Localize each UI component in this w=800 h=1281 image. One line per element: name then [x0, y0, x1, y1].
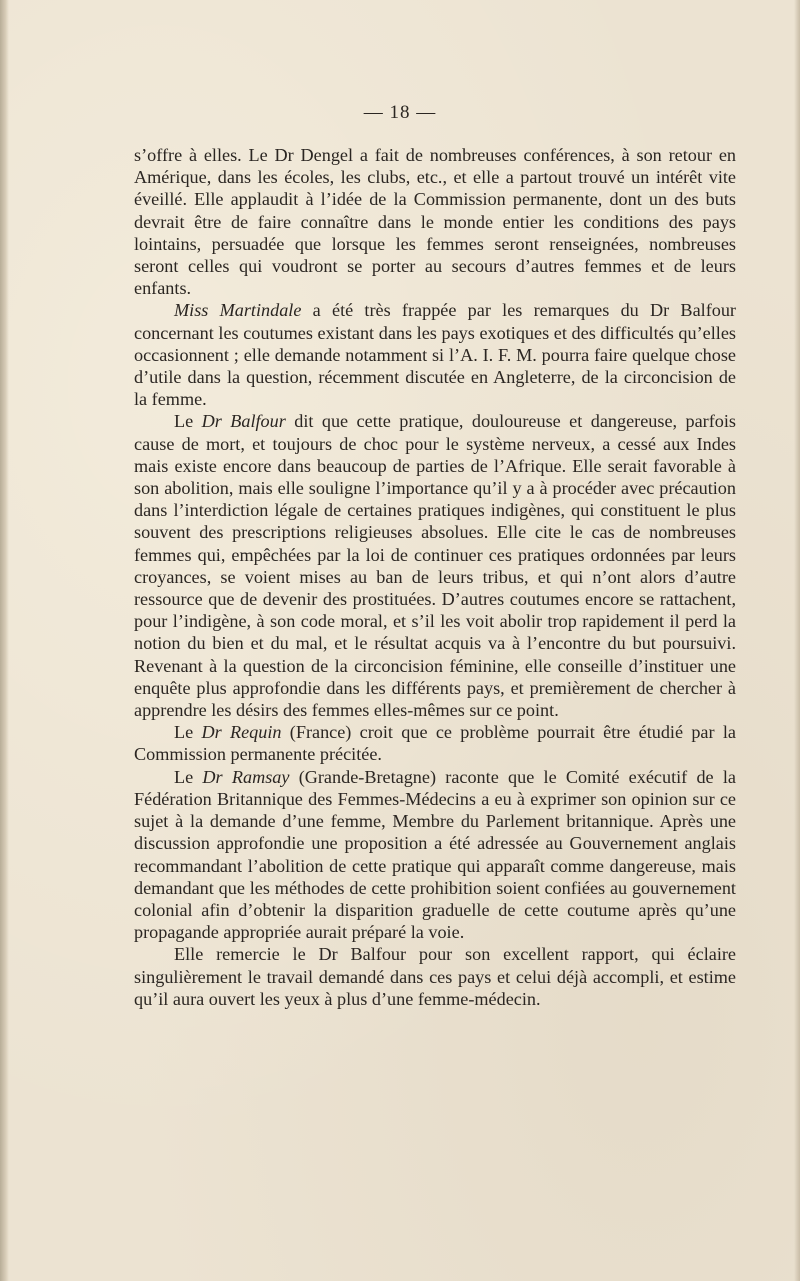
page-number: — 18 — [363, 102, 437, 123]
paragraph-ramsay [134, 766, 736, 944]
speaker-name: Miss Martindale [174, 300, 302, 321]
speaker-name: Dr Ramsay [202, 766, 290, 787]
speaker-name: Dr Balfour [201, 411, 286, 432]
paragraph-text: (France) croit que ce problème pourrait être étudié par la Commission permanente précitée. [134, 722, 736, 765]
paragraph-text: Elle remercie le Dr Balfour pour son excellent rapport, qui éclaire singulièrement le travail demandé dans ces pays et celui déjà accompli, et estime qu’il aura ouvert les yeux à plus d’une femme-médecin. [134, 944, 736, 1009]
paragraph-text: dit que cette pratique, douloureuse et dangereuse, parfois cause de mort, et toujours de choc pour le système nerveux, a cessé aux Indes mais existe encore dans beaucoup de parties de l’Afrique. Elle serait favorable à son abolition, mais elle souligne l’importance qu’il y a à procéder avec précaution dans l’interdiction légale de certaines pratiques indigènes, qui constituent le plus souvent des prescriptions religieuses absolues. Elle cite le cas de nombreuses femmes qui, empêchées par la loi de continuer ces pratiques ordonnées par leurs croyances, se voient mises au ban de leurs tribus, et qui n’ont alors d’autre ressource que de devenir des prostituées. D’autres coutumes encore se rattachent, pour l’indigène, à son code moral, et s’il les voit abolir trop rapidement il perd la notion du bien et du mal, et le résultat acquis va à l’encontre du but poursuivi. Revenant à la question de la circoncision féminine, elle conseille d’instituer une enquête plus approfondie dans les différents pays, et premièrement de chercher à apprendre les désirs des femmes elles-mêmes sur ce point. [134, 411, 736, 721]
paragraph-martindale [134, 299, 736, 410]
paragraph-text: s’offre à elles. Le Dr Dengel a fait de nombreuses conférences, à son retour en Amérique, dans les écoles, les clubs, etc., et elle a partout trouvé un intérêt vite éveillé. Elle applaudit à l’idée de la Commission permanente, dont un des buts devrait être de faire connaître dans le monde entier les conditions des pays lointains, persuadée que lorsque les femmes seront renseignées, nombreuses seront celles qui voudront se porter au secours d’autres femmes et de leurs enfants. [134, 145, 736, 299]
page-left-edge-shadow [0, 0, 9, 1281]
paragraph-balfour [134, 410, 736, 721]
paragraph-remerciement [134, 943, 736, 1010]
speaker-prefix: Le [174, 766, 203, 787]
speaker-prefix: Le [174, 411, 202, 432]
paragraph-continuation [134, 144, 736, 299]
speaker-name: Dr Requin [201, 722, 282, 743]
paragraph-text: (Grande-Bretagne) raconte que le Comité exécutif de la Fédération Britannique des Femmes-Médecins a eu à exprimer son opinion sur ce sujet à la demande d’une femme, Membre du Parlement britannique. Après une discussion approfondie une proposition a été adressée au Gouvernement anglais recommandant l’abolition de cette pratique qui apparaît comme dangereuse, mais demandant que les méthodes de cette prohibition soient confiées au gouvernement colonial afin d’obtenir la disparition graduelle de cette coutume après qu’une propagande appropriée aurait préparé la voie. [134, 766, 736, 943]
paragraph-requin [134, 721, 736, 765]
body-text [134, 144, 736, 1010]
page-right-edge-shadow [794, 0, 800, 1281]
paragraph-text: a été très frappée par les remarques du Dr Balfour concernant les coutumes existant dans les pays exotiques et des difficultés qu’elles occasionnent ; elle demande notamment si l’A. I. F. M. pourra faire quelque chose d’utile dans la question, récemment discutée en Angleterre, de la circoncision de la femme. [134, 300, 736, 410]
speaker-prefix: Le [174, 722, 202, 743]
